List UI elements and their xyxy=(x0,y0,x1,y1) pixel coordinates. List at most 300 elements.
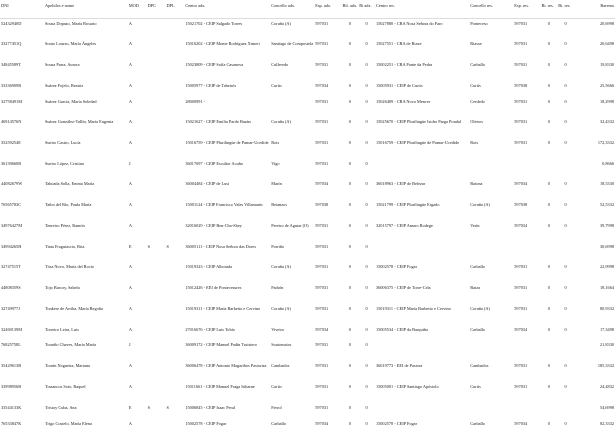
dpl-cell xyxy=(166,159,185,180)
name-cell: Sueiro López, Cristina xyxy=(45,160,84,166)
centro-res-cell: 15016759 - CEIP Plurilingüe de Pumar-Ucedide xyxy=(375,140,460,146)
col-header-name: Apelidos e nome xyxy=(45,3,75,8)
centro-res-cell: 15002578 - CEIP Fogar xyxy=(375,420,418,426)
concello-res-cell: Coruña (A) xyxy=(470,202,490,208)
table-row xyxy=(0,81,615,97)
baremo-cell: 32,4332 xyxy=(600,119,614,125)
mod-cell: A xyxy=(128,140,132,146)
bi-adx-cell: 0 xyxy=(365,383,368,389)
bil-adx-cell: 0 xyxy=(348,98,351,104)
centro-adx-cell: 15012426 - EEI de Pontecesures xyxy=(185,285,242,291)
dpl-cell xyxy=(166,39,185,60)
table-row xyxy=(0,60,615,81)
bil-adx-cell: 0 xyxy=(348,363,351,369)
bi-res-2-cell: 0 xyxy=(564,222,567,228)
dpc-cell xyxy=(147,138,166,159)
col-header-dpc: DPC xyxy=(147,3,157,8)
esp-adx-cell: 597031 xyxy=(315,61,329,67)
dpl-cell xyxy=(166,283,185,304)
dni-cell: 34976427M xyxy=(1,222,23,228)
bil-adx-cell: 0 xyxy=(348,342,351,348)
dni-cell: 36139660B xyxy=(1,160,22,166)
bi-res-1-cell: 0 xyxy=(547,285,550,291)
col-header-mod: MOD xyxy=(128,3,139,8)
dpc-cell xyxy=(147,159,166,180)
col-header-dpl: DPL xyxy=(166,3,175,8)
centro-res-cell: 15027551 - CRA de Riaxe xyxy=(375,41,422,47)
centro-res-cell: 15005001 - CEIP Santiago Apóstolo xyxy=(375,383,439,389)
bil-adx-cell: 0 xyxy=(348,420,351,426)
bi-res-2-cell xyxy=(557,242,574,263)
esp-res-cell: 597031 xyxy=(514,383,528,389)
bi-adx-cell: 0 xyxy=(365,61,368,67)
baremo-cell: 80,9332 xyxy=(600,305,614,311)
concello-adx-cell: Marín xyxy=(271,181,282,187)
mod-cell: A xyxy=(128,82,132,88)
bi-adx-cell: 0 xyxy=(365,160,368,166)
col-header-dni: DNI xyxy=(1,3,9,8)
dpc-cell xyxy=(147,19,166,40)
bi-res-2-cell: 0 xyxy=(564,98,567,104)
bi-res-2-cell: 0 xyxy=(564,202,567,208)
centro-res-cell: 15021799 - CEIP Plurilingüe Ergado xyxy=(375,202,440,208)
bi-adx-cell: 0 xyxy=(365,326,368,332)
esp-res-cell: 597038 xyxy=(514,82,528,88)
col-header-concello-adx: Concello adx. xyxy=(271,3,296,8)
name-cell: Taibo del Río, Paula María xyxy=(45,202,92,208)
concello-res-cell: Cambados xyxy=(470,363,489,369)
centro-res-cell: 36019773 - EEI de Pastora xyxy=(375,363,423,369)
centro-res-cell: 15005931 - CEIP de Curtis xyxy=(375,82,423,88)
dpl-cell xyxy=(166,325,185,341)
bil-adx-cell: 0 xyxy=(348,21,351,26)
centro-adx-cell: 15001124 - CEIP Francisco Vales Villamarín xyxy=(185,202,263,208)
esp-res-cell: 597031 xyxy=(514,363,528,369)
bil-adx-cell: 0 xyxy=(348,404,351,410)
concello-adx-cell: Curtis xyxy=(271,82,282,88)
dpl-cell xyxy=(166,382,185,403)
bil-adx-cell: 0 xyxy=(348,61,351,67)
dpc-cell xyxy=(147,60,166,81)
mod-cell: A xyxy=(128,420,132,426)
concello-adx-cell: Coruña (A) xyxy=(271,119,291,125)
name-cell: Trigo Costelo, María Elena xyxy=(45,420,92,426)
esp-res-cell: 597031 xyxy=(514,305,528,311)
esp-adx-cell: 597038 xyxy=(315,202,329,208)
bi-adx-cell: 0 xyxy=(365,119,368,125)
table-row xyxy=(0,262,615,283)
mod-cell: A xyxy=(128,285,132,291)
centro-res-cell: 36006375 - CEIP de Torre-Cela xyxy=(375,285,431,291)
bi-res-1-cell: 0 xyxy=(547,326,550,332)
esp-adx-cell: 597031 xyxy=(315,140,329,146)
baremo-cell: 52,5332 xyxy=(600,202,614,208)
table-body xyxy=(0,19,615,439)
name-cell: Torreiro Leira, Luis xyxy=(45,326,79,332)
mod-cell: E xyxy=(128,243,132,249)
esp-res-cell xyxy=(513,403,540,419)
centro-res-cell: 36018963 - CEIP de Belezar xyxy=(375,181,426,187)
centro-adx-cell: 15006845 - CEIP Isaac Peral xyxy=(185,404,236,410)
esp-adx-cell: 597031 xyxy=(315,41,329,47)
centro-adx-cell: 36017697 - CEIP Escultor Acuña xyxy=(185,160,243,166)
esp-adx-cell: 597034 xyxy=(315,420,329,426)
centro-res-cell: 32015797 - CEIP Amaro Rodege xyxy=(375,222,433,228)
dpl-cell xyxy=(166,97,185,118)
dni-cell: 35259254E xyxy=(1,140,21,146)
mod-cell: J xyxy=(128,160,131,166)
bi-adx-cell: 0 xyxy=(365,305,368,311)
centro-adx-cell: 15019311 - CEIP María Barbeito e Cervino xyxy=(185,305,261,311)
dni-cell: 46914576N xyxy=(1,119,22,125)
dpc-cell xyxy=(147,361,166,382)
esp-res-cell: 597034 xyxy=(514,326,528,332)
centro-adx-cell: 15021702 - CEIP Salgado Torres xyxy=(185,21,243,26)
concello-adx-cell: Porriño xyxy=(271,243,285,249)
bi-adx-cell: 0 xyxy=(365,404,368,410)
bi-res-1-cell: 0 xyxy=(547,181,550,187)
esp-adx-cell: 597031 xyxy=(315,98,329,104)
concello-adx-cell: Culleredo xyxy=(271,61,289,67)
bi-res-1-cell: 0 xyxy=(547,383,550,389)
centro-adx-cell: 15023809 - CEIP Sofía Casanova xyxy=(185,61,244,67)
dni-cell: 76825758L xyxy=(1,342,21,348)
esp-res-cell: 597031 xyxy=(514,119,528,125)
bi-res-1-cell: 0 xyxy=(547,264,550,270)
bi-res-2-cell: 0 xyxy=(564,21,567,26)
centro-res-cell: 15025670 - CEIP Plurilingüe Isidro Parga Pondal xyxy=(375,119,461,125)
concello-adx-cell: Cambados xyxy=(271,363,290,369)
dni-cell: 32747515T xyxy=(1,264,21,270)
baremo-cell: 54,6998 xyxy=(600,404,614,410)
concello-adx-cell: Pereiro de Aguiar (O) xyxy=(271,222,309,228)
mod-cell: A xyxy=(128,264,132,270)
bi-adx-cell: 0 xyxy=(365,82,368,88)
centro-res-cell: 15027880 - CRA Nosa Señora do Faro xyxy=(375,21,443,26)
concello-res-cell: Riasxe xyxy=(470,41,482,47)
dpl-cell xyxy=(166,19,185,40)
dni-cell: 34994265H xyxy=(1,243,22,249)
bi-adx-cell: 0 xyxy=(365,264,368,270)
bil-adx-cell: 0 xyxy=(348,140,351,146)
baremo-cell: 19,8330 xyxy=(600,61,614,67)
esp-res-cell xyxy=(513,242,540,263)
mod-cell: A xyxy=(128,119,132,125)
mod-cell: E xyxy=(128,404,132,410)
esp-res-cell: 597031 xyxy=(514,140,528,146)
bil-adx-cell: 0 xyxy=(348,222,351,228)
esp-res-cell: 597034 xyxy=(514,181,528,187)
concello-adx-cell xyxy=(270,97,314,118)
centro-res-cell: 15002578 - CEIP Fogar xyxy=(375,264,418,270)
dni-cell: 33277451Q xyxy=(1,41,22,47)
centro-adx-cell: 36006478 - CEIP Antonio Magariños Pastoriza xyxy=(185,363,267,369)
table-row xyxy=(0,179,615,200)
concello-res-cell: Carballo xyxy=(470,61,486,67)
bi-res-1-cell xyxy=(541,242,558,263)
mod-cell: A xyxy=(128,222,132,228)
name-cell: Sueiro Castro, Lucía xyxy=(45,140,81,146)
baremo-cell: 22,9998 xyxy=(600,264,614,270)
bi-res-1-cell: 0 xyxy=(547,98,550,104)
bi-adx-cell: 0 xyxy=(365,420,368,426)
table-row xyxy=(0,382,615,403)
col-header-esp-res: Esp. res. xyxy=(514,3,529,8)
name-cell: Tenreiro Pérez, Ramón xyxy=(45,222,85,228)
bi-res-1-cell: 0 xyxy=(547,140,550,146)
mod-cell: A xyxy=(128,41,132,47)
dpl-cell xyxy=(166,419,185,439)
mod-cell: A xyxy=(128,181,132,187)
dpc-cell xyxy=(147,325,166,341)
esp-res-cell: 597031 xyxy=(514,61,528,67)
concello-adx-cell: Carballo xyxy=(271,420,287,426)
bi-adx-cell: 0 xyxy=(365,98,368,104)
bil-adx-cell: 0 xyxy=(348,326,351,332)
centro-adx-cell: 15021627 - CEIP Emilia Pardo Bazán xyxy=(185,119,251,125)
bi-adx-cell: 0 xyxy=(365,21,368,26)
dni-cell: 32758491M xyxy=(1,98,23,104)
table-row xyxy=(0,200,615,221)
centro-adx-cell: 15011661 - CEIP Manuel Fraga Iribarne xyxy=(185,383,255,389)
dpc-cell: S xyxy=(147,404,151,410)
dpc-cell xyxy=(147,262,166,283)
concello-res-cell: Oleiros xyxy=(470,119,483,125)
bi-res-2-cell: 0 xyxy=(564,383,567,389)
table-row xyxy=(0,242,615,263)
centro-res-cell xyxy=(375,159,469,180)
concello-adx-cell: Vigo xyxy=(271,160,280,166)
table-row xyxy=(0,39,615,60)
esp-adx-cell: 597031 xyxy=(315,342,329,348)
bi-res-1-cell xyxy=(541,159,558,180)
concello-adx-cell: Coruña (A) xyxy=(271,21,291,26)
esp-adx-cell: 597031 xyxy=(315,404,329,410)
esp-adx-cell: 597031 xyxy=(315,119,329,125)
name-cell: Suárez Fojelo, Beatriz xyxy=(45,82,84,88)
name-cell: Tojo Barcoy, Sabela xyxy=(45,285,80,291)
dni-cell: 33336909B xyxy=(1,82,22,88)
mod-cell: A xyxy=(128,326,132,332)
bi-res-1-cell: 0 xyxy=(547,222,550,228)
table-row xyxy=(0,325,615,341)
mod-cell: A xyxy=(128,61,132,67)
bi-res-1-cell: 0 xyxy=(547,363,550,369)
dpl-cell: S xyxy=(166,243,169,249)
table-row xyxy=(0,97,615,118)
bi-res-2-cell: 0 xyxy=(564,363,567,369)
dni-cell: 76565783C xyxy=(1,202,22,208)
baremo-cell: 18,2998 xyxy=(600,98,614,104)
dni-cell: 33544133K xyxy=(1,404,22,410)
dpc-cell xyxy=(147,283,166,304)
name-cell: Tonkere de Arriba, María Begoña xyxy=(45,305,103,311)
bil-adx-cell: 0 xyxy=(348,243,351,249)
bil-adx-cell: 0 xyxy=(348,41,351,47)
baremo-cell: 25,5666 xyxy=(600,82,614,88)
esp-res-cell xyxy=(513,340,540,361)
centro-adx-cell: 15005977 - CEIP de Tabeirós xyxy=(185,82,237,88)
mod-cell: A xyxy=(128,98,132,104)
dpc-cell xyxy=(147,419,166,439)
dpl-cell xyxy=(166,340,185,361)
baremo-cell: 20,6998 xyxy=(600,21,614,26)
esp-adx-cell: 597031 xyxy=(315,264,329,270)
bil-adx-cell: 0 xyxy=(348,264,351,270)
dpc-cell xyxy=(147,340,166,361)
centro-res-cell: 15005534 - CEIP da Barquiña xyxy=(375,326,428,332)
col-header-centro-res: Centro res. xyxy=(375,3,395,8)
concello-adx-cell: Coruña (A) xyxy=(271,264,291,270)
esp-res-cell: 597031 xyxy=(514,285,528,291)
concello-res-cell: Baiona xyxy=(470,181,483,187)
table-row xyxy=(0,19,615,40)
centro-res-cell xyxy=(375,242,469,263)
bi-res-1-cell: 0 xyxy=(547,41,550,47)
bil-adx-cell: 0 xyxy=(348,305,351,311)
esp-res-cell: 597034 xyxy=(514,222,528,228)
esp-adx-cell: 597031 xyxy=(315,21,329,26)
table-row xyxy=(0,419,615,439)
centro-res-cell: 15019311 - CEIP María Barbeito e Cervino xyxy=(375,305,451,311)
col-header-bil-adx: Bil. adx. xyxy=(342,3,358,8)
mod-cell: A xyxy=(128,383,132,389)
centro-adx-cell: 36004484 - CEIP de Lusi xyxy=(185,181,230,187)
concello-adx-cell: Ferrol xyxy=(271,404,282,410)
esp-adx-cell: 597034 xyxy=(315,82,329,88)
name-cell: Touriño Chaves, María María xyxy=(45,342,97,348)
dpl-cell xyxy=(166,200,185,221)
bi-adx-cell: 0 xyxy=(365,202,368,208)
table-row xyxy=(0,117,615,138)
name-cell: Souto Lourzo, María Ángeles xyxy=(45,41,97,47)
baremo-cell: 0,8666 xyxy=(602,160,614,166)
dpl-cell xyxy=(166,117,185,138)
concello-res-cell xyxy=(469,403,513,419)
table-row xyxy=(0,304,615,325)
bi-res-2-cell xyxy=(557,159,574,180)
centro-res-cell xyxy=(375,403,469,419)
name-cell: Suárez García, María Soledad xyxy=(45,98,97,104)
concello-res-cell: Rois xyxy=(470,140,479,146)
bi-res-2-cell: 0 xyxy=(564,305,567,311)
dpl-cell xyxy=(166,138,185,159)
esp-adx-cell: 597034 xyxy=(315,181,329,187)
concello-adx-cell: Santiago de Compostela xyxy=(271,41,314,47)
col-header-esp-adx: Esp. adx. xyxy=(315,3,332,8)
concello-res-cell: Cerdedo xyxy=(470,98,485,104)
table-row xyxy=(0,159,615,180)
bi-adx-cell: 0 xyxy=(365,342,368,348)
baremo-cell: 39,7998 xyxy=(600,222,614,228)
esp-res-cell: 597031 xyxy=(514,41,528,47)
centro-adx-cell: 15016202 - CEIP Monte Rodríguez Ximeri xyxy=(185,41,260,47)
bi-res-2-cell: 0 xyxy=(564,181,567,187)
col-header-bi-adx: Bi adx. xyxy=(359,3,372,8)
bi-res-2-cell: 0 xyxy=(564,264,567,270)
centro-adx-cell: 15019323 - CEIP Alborada xyxy=(185,264,233,270)
bi-adx-cell: 0 xyxy=(365,140,368,146)
mod-cell: A xyxy=(128,363,132,369)
dni-cell: 32749977J xyxy=(1,305,20,311)
concello-res-cell: Curtis xyxy=(470,82,481,88)
centro-adx-cell: 27016676 - CEIP Luis Tobío xyxy=(185,326,235,332)
baremo-cell: 172,3332 xyxy=(597,140,614,146)
mod-cell: A xyxy=(128,21,132,26)
esp-res-cell: 597031 xyxy=(514,21,528,26)
concello-res-cell xyxy=(469,340,513,361)
col-header-bi-res-1: Bi. res. xyxy=(541,3,554,8)
esp-res-cell: 597031 xyxy=(514,264,528,270)
dpl-cell xyxy=(166,179,185,200)
name-cell: Tristoy Cuba, Ana xyxy=(45,404,77,410)
concello-res-cell: Curtis xyxy=(470,383,481,389)
bil-adx-cell: 0 xyxy=(348,82,351,88)
dni-cell: 44808359S xyxy=(1,285,21,291)
bi-res-1-cell xyxy=(541,403,558,419)
dpc-cell xyxy=(147,221,166,242)
dpc-cell xyxy=(147,39,166,60)
dni-cell: 34845589T xyxy=(1,61,21,67)
dpl-cell xyxy=(166,60,185,81)
table-row xyxy=(0,361,615,382)
dpl-cell xyxy=(166,361,185,382)
baremo-cell: 18,5330 xyxy=(600,181,614,187)
table-row xyxy=(0,221,615,242)
dni-cell: 52432940D xyxy=(1,21,22,26)
bi-res-2-cell: 0 xyxy=(564,61,567,67)
dpc-cell xyxy=(147,382,166,403)
dpl-cell xyxy=(166,221,185,242)
bi-res-2-cell: 0 xyxy=(564,285,567,291)
bi-res-1-cell: 0 xyxy=(547,119,550,125)
table-row xyxy=(0,283,615,304)
dpl-cell xyxy=(166,304,185,325)
dpc-cell xyxy=(147,81,166,97)
name-cell: Sousa Dopazo, María Rosario xyxy=(45,21,97,26)
baremo-cell: 24,4832 xyxy=(600,383,614,389)
bi-res-2-cell xyxy=(557,340,574,361)
dni-cell: 35429613B xyxy=(1,363,22,369)
bi-res-2-cell xyxy=(557,403,574,419)
baremo-cell: 20,6498 xyxy=(600,41,614,47)
bi-adx-cell: 0 xyxy=(365,41,368,47)
table-row xyxy=(0,138,615,159)
centro-adx-cell: 36005111 - CEIP Nosa Señora das Dores xyxy=(185,243,256,249)
bil-adx-cell: 0 xyxy=(348,160,351,166)
esp-adx-cell: 597031 xyxy=(315,383,329,389)
bil-adx-cell: 0 xyxy=(348,202,351,208)
concello-adx-cell: Soutomaior xyxy=(271,342,292,348)
esp-adx-cell: 597031 xyxy=(315,363,329,369)
name-cell: Trasancos Soto, Raquel xyxy=(45,383,86,389)
esp-adx-cell: 597031 xyxy=(315,222,329,228)
bi-res-1-cell xyxy=(541,340,558,361)
bil-adx-cell: 0 xyxy=(348,181,351,187)
concello-res-cell: Baiza xyxy=(470,285,481,291)
bi-res-2-cell: 0 xyxy=(564,420,567,426)
col-header-centro-adx: Centro adx. xyxy=(185,3,206,8)
esp-adx-cell: 597031 xyxy=(315,243,329,249)
esp-res-cell xyxy=(513,159,540,180)
baremo-cell: 30,6998 xyxy=(600,243,614,249)
baremo-cell: 185,3332 xyxy=(597,363,614,369)
centro-adx-cell: 15016759 - CEIP Plurilingüe de Pumar-Ucedide xyxy=(185,140,269,146)
name-cell: Tourín Nogueira, Mariana xyxy=(45,363,90,369)
esp-adx-cell: 597031 xyxy=(315,305,329,311)
baremo-cell: 18,1664 xyxy=(600,285,614,291)
concello-res-cell xyxy=(469,242,513,263)
